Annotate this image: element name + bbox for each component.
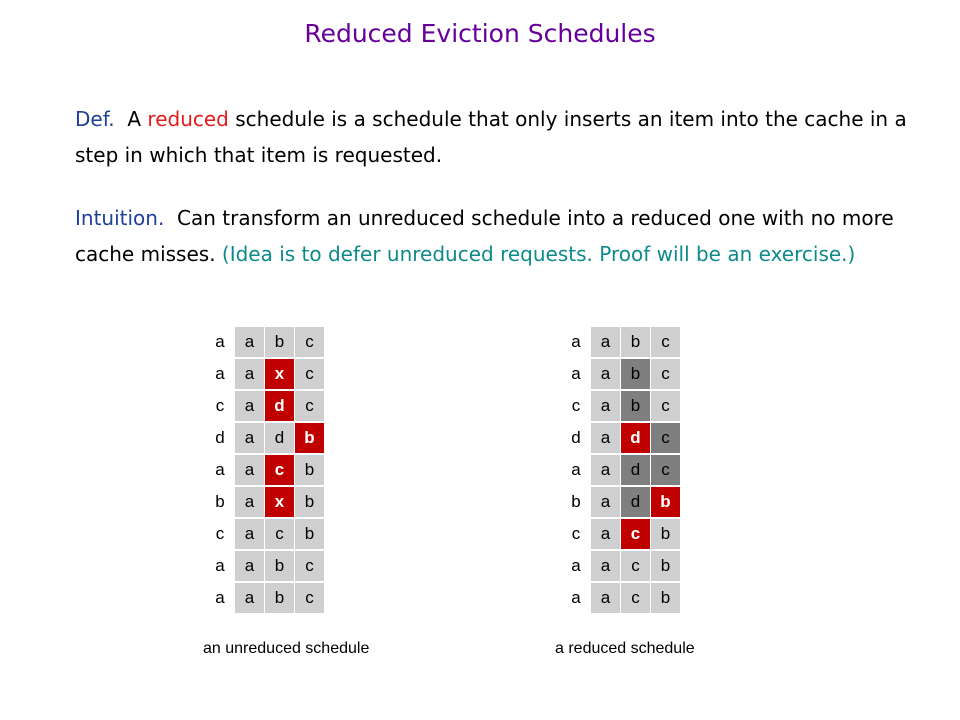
def-pre: A — [127, 107, 142, 131]
cache-cell: b — [265, 327, 295, 357]
cache-cell: a — [591, 423, 621, 453]
cache-cell: c — [295, 583, 325, 613]
cache-cell: a — [235, 519, 265, 549]
cache-cell: a — [235, 487, 265, 517]
cache-cell: d — [621, 487, 651, 517]
cache-cell: a — [591, 487, 621, 517]
cache-cell: c — [295, 327, 325, 357]
cache-cell: a — [591, 327, 621, 357]
cache-cell-changed: c — [265, 455, 295, 485]
cache-cell-changed: d — [265, 391, 295, 421]
cache-cell: c — [651, 327, 681, 357]
cache-cell-changed: c — [621, 519, 651, 549]
request-cell: a — [215, 460, 225, 479]
cache-cell: d — [621, 455, 651, 485]
cache-cell: a — [235, 583, 265, 613]
cache-cell-changed: b — [295, 423, 325, 453]
request-cell: a — [571, 364, 581, 383]
cache-cell: d — [265, 423, 295, 453]
cache-cell: b — [295, 519, 325, 549]
cache-cell: c — [265, 519, 295, 549]
request-cell: c — [215, 524, 225, 543]
request-cell: a — [571, 460, 581, 479]
request-cell: a — [571, 588, 581, 607]
request-cell: a — [571, 556, 581, 575]
slide-title: Reduced Eviction Schedules — [304, 19, 656, 48]
cache-cell: c — [651, 391, 681, 421]
intuition-label: Intuition. — [75, 206, 165, 230]
request-cell: c — [571, 524, 581, 543]
request-cell: b — [571, 492, 581, 511]
cache-cell: b — [651, 583, 681, 613]
unreduced-caption: an unreduced schedule — [203, 640, 370, 657]
cache-cell: b — [295, 487, 325, 517]
request-cell: c — [215, 396, 225, 415]
request-cell: a — [215, 556, 225, 575]
cache-cell-changed: x — [265, 359, 295, 389]
cache-cell: c — [651, 423, 681, 453]
intuition-note: (Idea is to defer unreduced requests. Proof will be an exercise.) — [221, 242, 856, 266]
request-cell: a — [571, 332, 581, 351]
cache-cell: a — [591, 519, 621, 549]
cache-cell: a — [235, 455, 265, 485]
cache-cell: b — [295, 455, 325, 485]
cache-cell: b — [621, 327, 651, 357]
def-rest: schedule is a schedule that only inserts an item into the cache in a step in which that item is requested. — [75, 107, 907, 167]
request-cell: d — [215, 428, 225, 447]
cache-cell-changed: d — [621, 423, 651, 453]
request-cell: c — [571, 396, 581, 415]
cache-cell: c — [621, 551, 651, 581]
cache-cell: b — [265, 551, 295, 581]
cache-cell-changed: b — [651, 487, 681, 517]
request-cell: d — [571, 428, 581, 447]
cache-cell: b — [651, 551, 681, 581]
cache-cell: a — [235, 551, 265, 581]
cache-cell: c — [621, 583, 651, 613]
reduced-schedule-table — [561, 327, 681, 613]
cache-cell: a — [591, 551, 621, 581]
cache-cell: a — [591, 391, 621, 421]
request-cell: a — [215, 364, 225, 383]
cache-cell: b — [651, 519, 681, 549]
cache-cell: b — [621, 359, 651, 389]
cache-cell: c — [295, 551, 325, 581]
cache-cell: b — [621, 391, 651, 421]
definition-paragraph — [75, 101, 935, 173]
cache-cell: c — [295, 359, 325, 389]
intuition-text: Can transform an unreduced schedule into a reduced one with no more cache misses. — [75, 206, 894, 266]
intuition-paragraph — [75, 200, 935, 272]
cache-cell: a — [235, 423, 265, 453]
cache-cell: c — [651, 455, 681, 485]
unreduced-schedule-table — [205, 327, 325, 613]
cache-cell: a — [235, 327, 265, 357]
cache-cell: c — [651, 359, 681, 389]
cache-cell: c — [295, 391, 325, 421]
cache-cell: a — [591, 455, 621, 485]
cache-cell: a — [591, 359, 621, 389]
cache-cell: b — [265, 583, 295, 613]
cache-cell: a — [235, 359, 265, 389]
def-highlight: reduced — [147, 107, 229, 131]
request-cell: a — [215, 332, 225, 351]
reduced-caption: a reduced schedule — [555, 640, 695, 657]
cache-cell-changed: x — [265, 487, 295, 517]
request-cell: a — [215, 588, 225, 607]
def-label: Def. — [75, 107, 115, 131]
cache-cell: a — [235, 391, 265, 421]
request-cell: b — [215, 492, 225, 511]
cache-cell: a — [591, 583, 621, 613]
